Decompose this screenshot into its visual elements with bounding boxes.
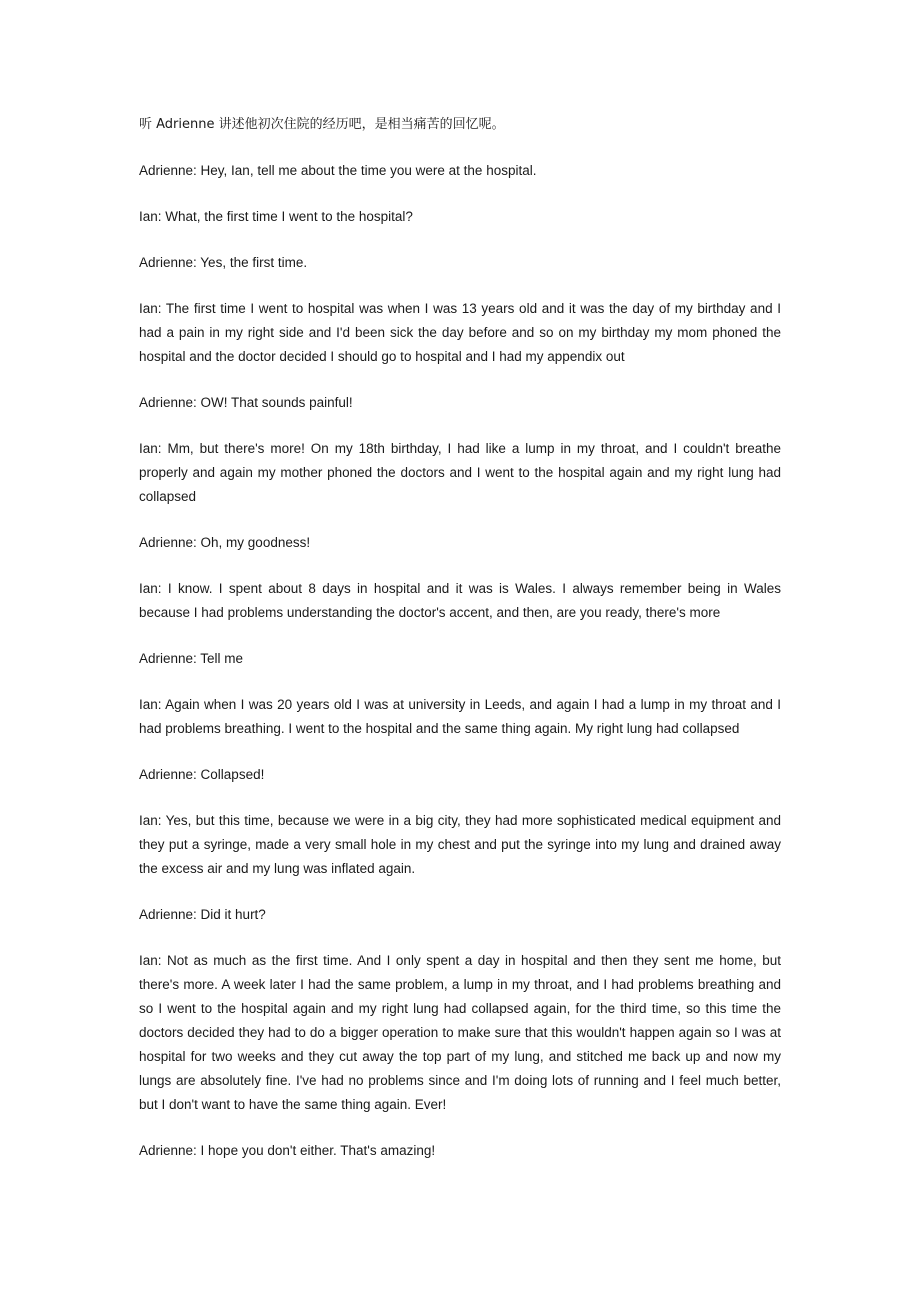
dialogue-line: Ian: Yes, but this time, because we were in a big city, they had more sophisticated medical equipment and they put a syringe, made a very small hole in my chest and put the syringe into my lung and drained away the excess air and my lung was inflated again. <box>139 813 781 876</box>
dialogue-line: Adrienne: Collapsed! <box>139 767 265 782</box>
dialogue-line: Ian: Not as much as the first time. And I only spent a day in hospital and then they sent me home, but there's more. A week later I had the same problem, a lump in my throat, and I had problems breathing and so I went to the hospital again and my right lung had collapsed again, for the third time, so this time the doctors decided they had to do a bigger operation to make sure that this wouldn't happen again so I was at hospital for two weeks and they cut away the top part of my lung, and stitched me back up and now my lungs are absolutely fine. I've had no problems since and I'm doing lots of running and I feel much better, but I don't want to have the same thing again. Ever! <box>139 953 781 1112</box>
dialogue-line: Ian: Mm, but there's more! On my 18th birthday, I had like a lump in my throat, and I couldn't breathe properly and again my mother phoned the doctors and I went to the hospital again and my right lung had collapsed <box>139 441 781 504</box>
dialogue-line: Adrienne: OW! That sounds painful! <box>139 395 353 410</box>
dialogue-line: Adrienne: Hey, Ian, tell me about the time you were at the hospital. <box>139 163 537 178</box>
dialogue-line: Ian: What, the first time I went to the hospital? <box>139 209 413 224</box>
dialogue-line: Ian: I know. I spent about 8 days in hospital and it was is Wales. I always remember being in Wales because I had problems understanding the doctor's accent, and then, are you ready, there's more <box>139 581 781 620</box>
dialogue-line: Adrienne: Tell me <box>139 651 244 666</box>
document-body <box>139 113 781 1185</box>
dialogue-line: Adrienne: I hope you don't either. That's amazing! <box>139 1143 436 1158</box>
dialogue-line: Ian: Again when I was 20 years old I was at university in Leeds, and again I had a lump in my throat and I had problems breathing. I went to the hospital and the same thing again. My right lung had collapsed <box>139 697 781 736</box>
dialogue-line: Ian: The first time I went to hospital was when I was 13 years old and it was the day of my birthday and I had a pain in my right side and I'd been sick the day before and so on my birthday my mom phoned the hospital and the doctor decided I should go to hospital and I had my appendix out <box>139 301 781 364</box>
dialogue-line: Adrienne: Yes, the first time. <box>139 255 308 270</box>
dialogue-line: Adrienne: Did it hurt? <box>139 907 266 922</box>
dialogue-line: Adrienne: Oh, my goodness! <box>139 535 311 550</box>
intro-paragraph: 听 Adrienne 讲述他初次住院的经历吧，是相当痛苦的回忆呢。 <box>139 117 505 132</box>
